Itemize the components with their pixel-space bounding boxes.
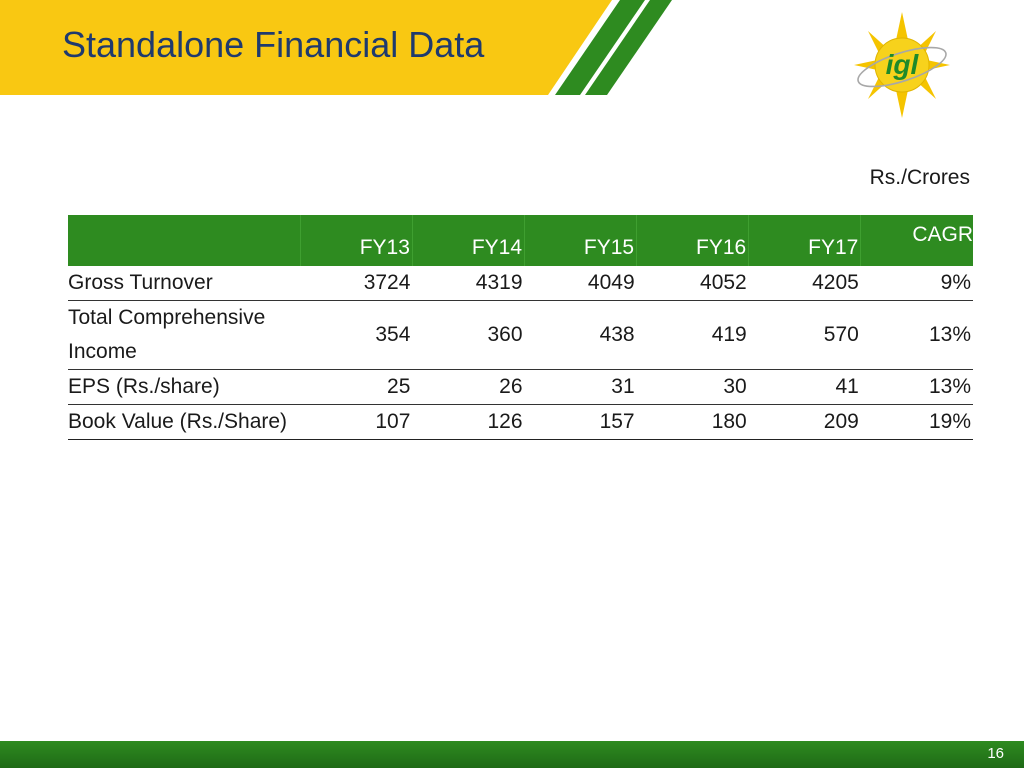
- logo-text: igl: [885, 49, 919, 80]
- header-cell-fy13: FY13: [300, 215, 412, 266]
- table-header-row: [68, 215, 973, 266]
- row-label: EPS (Rs./share): [68, 370, 300, 405]
- table-cell: 25: [300, 370, 412, 405]
- table-cell: 4205: [749, 266, 861, 301]
- row-label: Book Value (Rs./Share): [68, 405, 300, 440]
- table-cell: 26: [412, 370, 524, 405]
- table-cell: 4052: [637, 266, 749, 301]
- header-cell-fy16: FY16: [637, 215, 749, 266]
- table-cell: 30: [637, 370, 749, 405]
- table-row: [68, 405, 973, 440]
- page-number: 16: [987, 745, 1004, 762]
- table-cell: 107: [300, 405, 412, 440]
- table-row: [68, 301, 973, 370]
- table-cell: 126: [412, 405, 524, 440]
- table-row: [68, 266, 973, 301]
- cagr-cell: 19%: [861, 405, 973, 440]
- header-cell-fy17: FY17: [749, 215, 861, 266]
- table-cell: 360: [412, 301, 524, 370]
- table-cell: 31: [525, 370, 637, 405]
- table-cell: 354: [300, 301, 412, 370]
- financial-table: [68, 215, 973, 440]
- table-cell: 4319: [412, 266, 524, 301]
- igl-logo: [852, 10, 952, 120]
- row-label: Total Comprehensive Income: [68, 301, 300, 370]
- table-cell: 4049: [525, 266, 637, 301]
- table-row: [68, 370, 973, 405]
- table-cell: 438: [525, 301, 637, 370]
- table-cell: 157: [525, 405, 637, 440]
- header-cell-cagr: CAGR: [861, 215, 973, 266]
- page-title: Standalone Financial Data: [62, 24, 485, 65]
- table-cell: 3724: [300, 266, 412, 301]
- footer-band: [0, 741, 1024, 768]
- table-cell: 41: [749, 370, 861, 405]
- row-label: Gross Turnover: [68, 266, 300, 301]
- unit-label: Rs./Crores: [869, 166, 970, 189]
- table-cell: 209: [749, 405, 861, 440]
- table-cell: 570: [749, 301, 861, 370]
- header-cell-fy14: FY14: [412, 215, 524, 266]
- cagr-cell: 13%: [861, 301, 973, 370]
- table-cell: 419: [637, 301, 749, 370]
- cagr-cell: 13%: [861, 370, 973, 405]
- cagr-cell: 9%: [861, 266, 973, 301]
- table-cell: 180: [637, 405, 749, 440]
- header-cell-fy15: FY15: [525, 215, 637, 266]
- header-cell-label: [68, 215, 300, 266]
